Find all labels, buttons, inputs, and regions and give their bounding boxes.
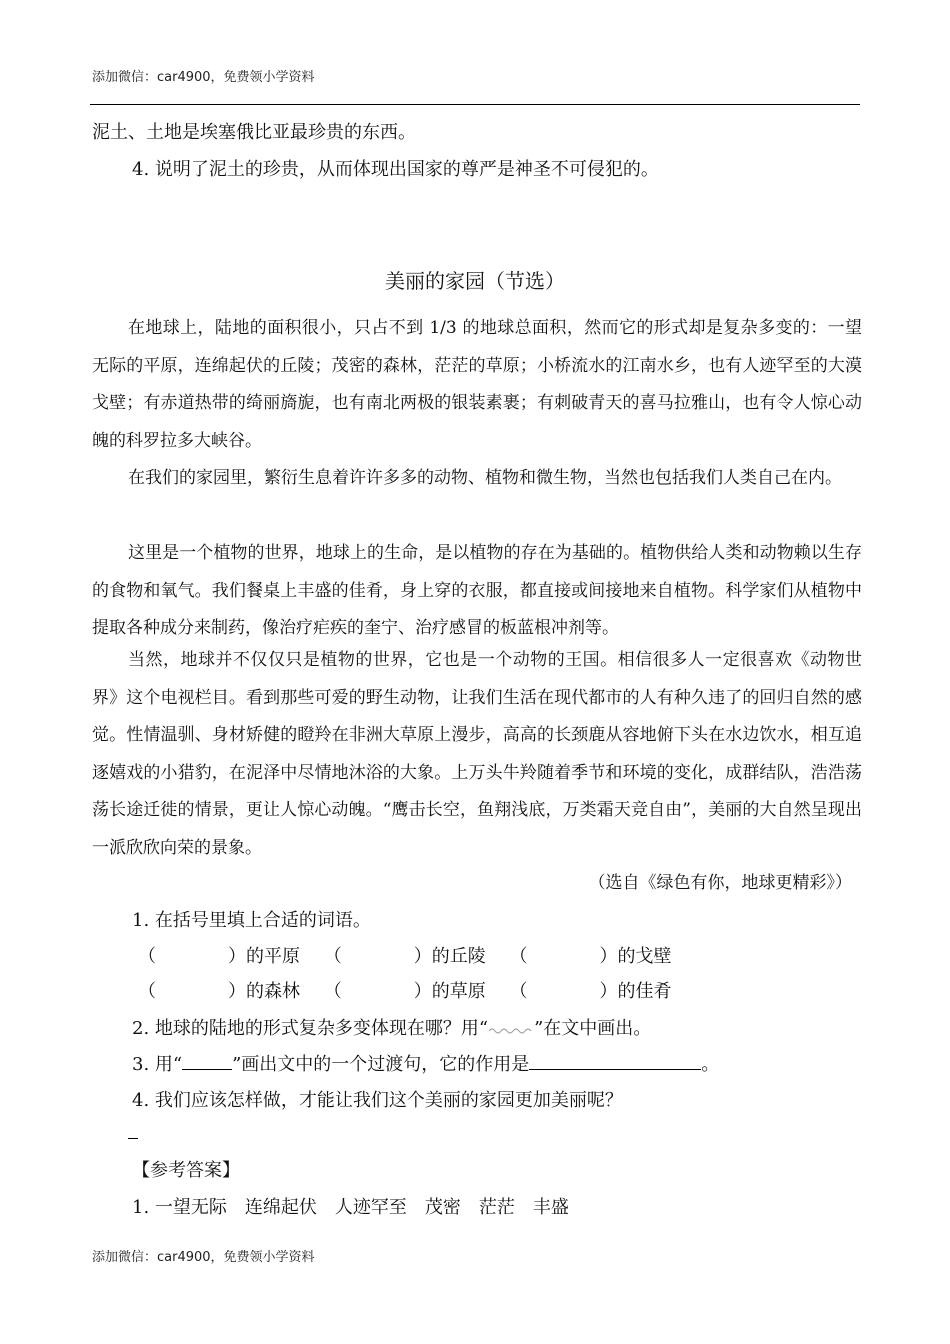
previous-answer-item-4: 4. 说明了泥土的珍贵，从而体现出国家的尊严是神圣不可侵犯的。 [132,159,659,180]
answer-blank-line [529,1051,701,1070]
question-2-text: 2. 地球的陆地的形式复杂多变体现在哪？用“ [132,1018,489,1039]
question-3 [132,1050,902,1076]
blank-row-1 [138,942,671,968]
paragraph-3: 这里是一个植物的世界，地球上的生命，是以植物的存在为基础的。植物供给人类和动物赖以生存的食物和氧气。我们餐桌上丰盛的佳肴，身上穿的衣服，都直接或间接地来自植物。科学家们从植物中提取各种成分来制药，像治疗疟疾的奎宁、治疗感冒的板蓝根冲剂等。 [92,543,862,638]
paragraph-4: 当然，地球并不仅仅只是植物的世界，它也是一个动物的王国。相信很多人一定很喜欢《动物世界》这个电视栏目。看到那些可爱的野生动物，让我们生活在现代都市的人有种久违了的回归自然的感觉。性情温驯、身材矫健的瞪羚在非洲大草原上漫步，高高的长颈鹿从容地俯下头在水边饮水，相互追逐嬉戏的小猎豹，在泥泽中尽情地沐浴的大象。上万头牛羚随着季节和环境的变化，成群结队，浩浩荡荡长途迁徙的情景，更让人惊心动魄。“鹰击长空，鱼翔浅底，万类霜天竞自由”，美丽的大自然呈现出一派欣欣向荣的景象。 [92,650,862,858]
question-3-end: 。 [701,1054,720,1075]
question-2 [132,1014,902,1040]
answer-1: 1. 一望无际 连绵起伏 人迹罕至 茂密 茫茫 丰盛 [132,1197,569,1218]
article-title: 美丽的家园（节选） [385,269,565,293]
straight-underline-mark [182,1051,232,1070]
question-2-tail: ”在文中画出。 [534,1018,652,1039]
wavy-underline-mark [488,1023,534,1035]
answer-heading: 【参考答案】 [132,1160,240,1181]
blank-forest: （ ）的森林 [138,981,300,1002]
paragraph-2: 在我们的家园里，繁衍生息着许许多多的动物、植物和微生物，当然也包括我们人类自己在内。 [128,468,842,488]
question-4: 4. 我们应该怎样做，才能让我们这个美丽的家园更加美丽呢？ [132,1090,623,1111]
blank-plain: （ ）的平原 [138,946,300,967]
source-citation: （选自《绿色有你，地球更精彩》） [588,873,852,893]
paragraph-1: 在地球上，陆地的面积很小，只占不到 1/3 的地球总面积，然而它的形式却是复杂多变的：一望无际的平原，连绵起伏的丘陵；茂密的森林，茫茫的草原；小桥流水的江南水乡，也有人迹罕至的大漠戈壁；有赤道热带的绮丽旖旎，也有南北两极的银装素裹；有刺破青天的喜马拉雅山，也有令人惊心动魄的科罗拉多大峡谷。 [92,318,862,451]
footer-note: 添加微信：car4900，免费领小学资料 [92,1250,315,1265]
question-3-mid: ”画出文中的一个过渡句，它的作用是 [232,1054,530,1075]
question-1: 1. 在括号里填上合适的词语。 [132,910,371,931]
blank-row-2 [138,977,671,1003]
blank-gobi: （ ）的戈壁 [509,946,672,967]
answer-blank-dash [128,1138,138,1139]
question-3-text: 3. 用“ [132,1054,183,1075]
blank-hills: （ ）的丘陵 [323,946,486,967]
header-divider [90,104,860,105]
previous-answer-line: 泥土、土地是埃塞俄比亚最珍贵的东西。 [92,122,416,143]
blank-grassland: （ ）的草原 [323,981,486,1002]
blank-dishes: （ ）的佳肴 [509,981,672,1002]
header-note: 添加微信：car4900，免费领小学资料 [92,70,315,85]
